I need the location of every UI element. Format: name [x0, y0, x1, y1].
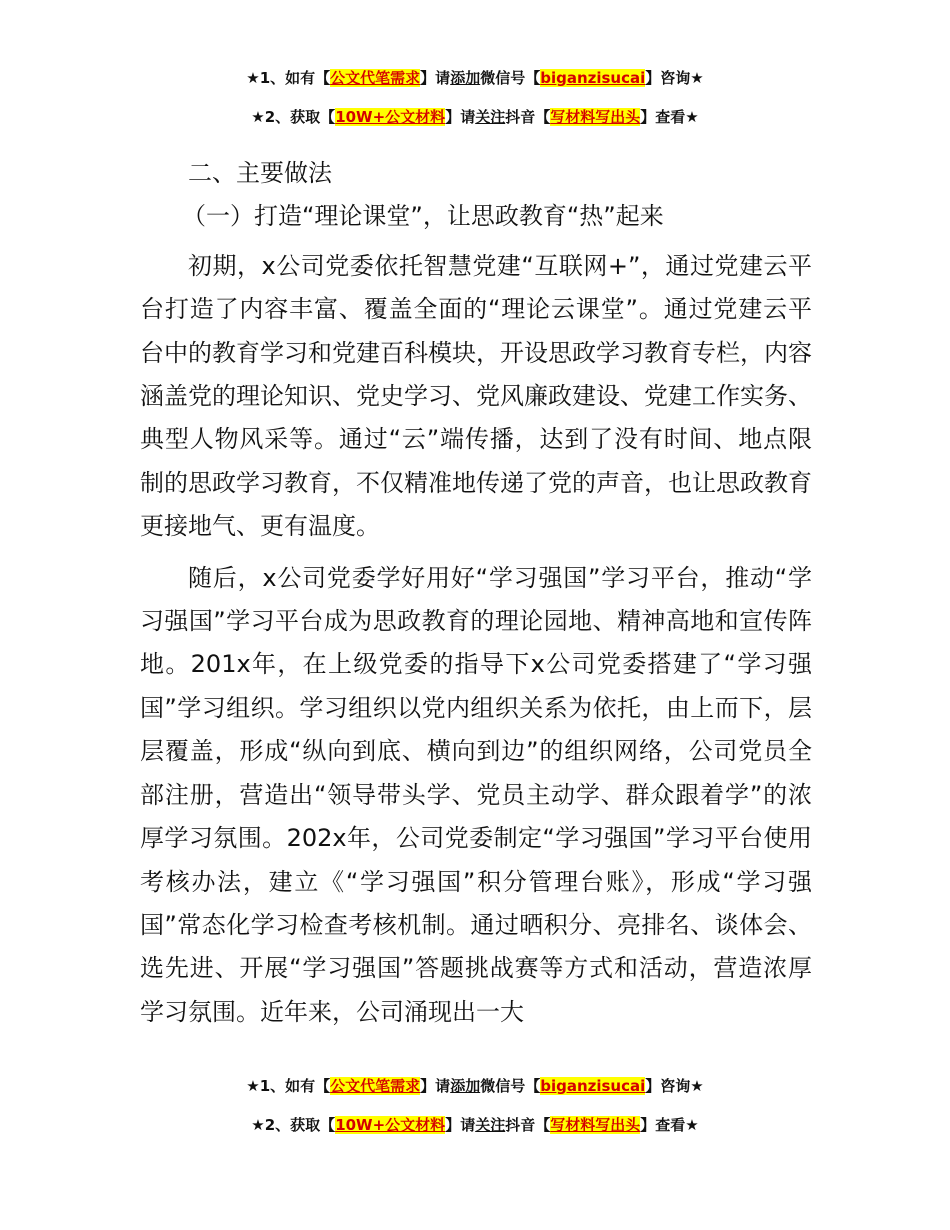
banner-underlined-text: 添加 [450, 1077, 481, 1095]
banner-highlight: biganzisucai [540, 1077, 646, 1095]
section-heading: 二、主要做法 [188, 159, 332, 187]
banner-highlight: 写材料写出头 [550, 1116, 641, 1134]
banner-text: 】咨询★ [645, 69, 704, 87]
banner-text: ★2、获取【 [251, 1116, 336, 1134]
banner-text: ★2、获取【 [251, 108, 336, 126]
banner-highlight: 写材料写出头 [550, 108, 641, 126]
document-body [140, 150, 812, 1034]
subsection-heading: （一）打造“理论课堂”，让思政教育“热”起来 [182, 202, 664, 231]
promo-banner-line-2-bottom [0, 1115, 950, 1135]
banner-text: 抖音【 [505, 1116, 551, 1134]
banner-text: 抖音【 [505, 108, 551, 126]
banner-text: ★1、如有【 [246, 69, 331, 87]
banner-text: 】查看★ [640, 1116, 699, 1134]
banner-highlight: biganzisucai [540, 69, 646, 87]
banner-text: 】请 [420, 1077, 451, 1095]
banner-underlined-text: 关注 [475, 1116, 506, 1134]
banner-highlight: 10W+公文材料 [335, 108, 446, 126]
banner-highlight: 10W+公文材料 [335, 1116, 446, 1134]
banner-text: 】咨询★ [645, 1077, 704, 1095]
banner-text: 】查看★ [640, 108, 699, 126]
banner-highlight: 公文代笔需求 [330, 1077, 421, 1095]
banner-text: 】请 [445, 1116, 476, 1134]
banner-underlined-text: 关注 [475, 108, 506, 126]
banner-text: 微信号【 [480, 1077, 541, 1095]
banner-text: ★1、如有【 [246, 1077, 331, 1095]
paragraph-2: 随后，x公司党委学好用好“学习强国”学习平台，推动“学习强国”学习平台成为思政教育的理论园地、精神高地和宣传阵地。201x年，在上级党委的指导下x公司党委搭建了“学习强国”学习组织。学习组织以党内组织关系为依托，由上而下，层层覆盖，形成“纵向到底、横向到边”的组织网络，公司党员全部注册，营造出“领导带头学、党员主动学、群众跟着学”的浓厚学习氛围。202x年，公司党委制定“学习强国”学习平台使用考核办法，建立《“学习强国”积分管理台账》，形成“学习强国”常态化学习检查考核机制。通过晒积分、亮排名、谈体会、选先进、开展“学习强国”答题挑战赛等方式和活动，营造浓厚学习氛围。近年来，公司涌现出一大 [140, 563, 812, 1026]
banner-text: 】请 [420, 69, 451, 87]
promo-banner-line-1-top [0, 68, 950, 88]
banner-highlight: 公文代笔需求 [330, 69, 421, 87]
banner-text: 微信号【 [480, 69, 541, 87]
banner-text: 】请 [445, 108, 476, 126]
paragraph-1: 初期，x公司党委依托智慧党建“互联网+”，通过党建云平台打造了内容丰富、覆盖全面的“理论云课堂”。通过党建云平台中的教育学习和党建百科模块，开设思政学习教育专栏，内容涵盖党的理论知识、党史学习、党风廉政建设、党建工作实务、典型人物风采等。通过“云”端传播，达到了没有时间、地点限制的思政学习教育，不仅精准地传递了党的声音，也让思政教育更接地气、更有温度。 [140, 251, 812, 541]
promo-banner-line-1-bottom [0, 1076, 950, 1096]
banner-underlined-text: 添加 [450, 69, 481, 87]
promo-banner-line-2-top [0, 107, 950, 127]
